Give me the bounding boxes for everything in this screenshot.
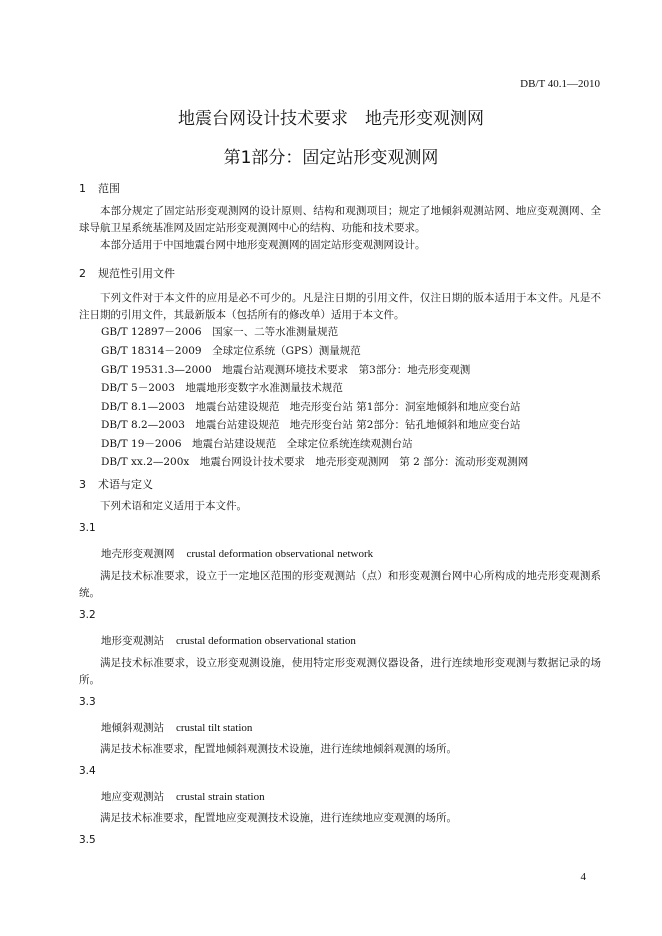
reference-item: GB/T 19531.3—2000 地震台站观测环境技术要求 第3部分：地壳形变观测 <box>101 364 471 376</box>
page-number: 4 <box>580 871 586 883</box>
term-number: 3.1 <box>79 522 96 534</box>
term-english: crustal deformation observational station <box>176 635 356 647</box>
term-heading <box>101 546 373 561</box>
part-title: 第1部分：固定站形变观测网 <box>223 148 439 168</box>
section-3-intro: 下列术语和定义适用于本文件。 <box>100 500 247 512</box>
reference-item: GB/T 12897－2006 国家一、二等水准测量规范 <box>101 326 339 338</box>
term-english: crustal deformation observational network <box>186 548 374 560</box>
term-definition: 满足技术标准要求，设立于一定地区范围的形变观测站（点）和形变观测台网中心所构成的地壳形变观测系统。 <box>79 570 601 599</box>
reference-item: DB/T 19－2006 地震台站建设规范 全球定位系统连续观测台站 <box>101 438 413 450</box>
term-chinese: 地应变观测站 <box>101 791 164 803</box>
term-heading <box>101 720 252 735</box>
reference-item: DB/T xx.2—200x 地震台网设计技术要求 地壳形变观测网 第 2 部分：流动形变观测网 <box>101 456 529 468</box>
term-number: 3.4 <box>79 765 96 777</box>
reference-item: DB/T 8.2—2003 地震台站建设规范 地壳形变台站 第2部分：钻孔地倾斜和地应变台站 <box>101 419 521 431</box>
section-number: 2 <box>79 267 86 280</box>
section-3-heading <box>79 476 153 492</box>
section-title: 规范性引用文件 <box>98 267 175 280</box>
term-number: 3.2 <box>79 609 96 621</box>
term-definition: 满足技术标准要求，设立形变观测设施，使用特定形变观测仪器设备，进行连续地形变观测与数据记录的场所。 <box>79 657 601 686</box>
section-1-heading <box>79 180 120 196</box>
section-2-heading <box>79 265 175 281</box>
section-title: 术语与定义 <box>98 478 153 491</box>
document-title: 地震台网设计技术要求 地壳形变观测网 <box>178 109 484 129</box>
term-heading <box>101 633 356 648</box>
standard-code: DB/T 40.1—2010 <box>520 78 600 90</box>
section-2-intro: 下列文件对于本文件的应用是必不可少的。凡是注日期的引用文件，仅注日期的版本适用于本文件。凡是不注日期的引用文件，其最新版本（包括所有的修改单）适用于本文件。 <box>79 292 601 321</box>
term-number: 3.5 <box>79 834 96 846</box>
section-number: 3 <box>79 478 86 491</box>
reference-item: DB/T 5－2003 地震地形变数字水准测量技术规范 <box>101 382 343 394</box>
section-number: 1 <box>79 182 86 195</box>
term-definition: 满足技术标准要求，配置地倾斜观测技术设施，进行连续地倾斜观测的场所。 <box>100 743 457 755</box>
term-heading <box>101 789 265 804</box>
term-number: 3.3 <box>79 696 96 708</box>
term-chinese: 地壳形变观测网 <box>101 548 175 560</box>
term-definition: 满足技术标准要求，配置地应变观测技术设施，进行连续地应变观测的场所。 <box>100 812 457 824</box>
section-1-paragraph-2: 本部分适用于中国地震台网中地形变观测网的固定站形变观测网设计。 <box>100 239 426 251</box>
section-title: 范围 <box>98 182 120 195</box>
term-english: crustal strain station <box>176 791 265 803</box>
reference-item: GB/T 18314－2009 全球定位系统（GPS）测量规范 <box>101 345 361 357</box>
term-chinese: 地倾斜观测站 <box>101 722 164 734</box>
term-english: crustal tilt station <box>176 722 253 734</box>
reference-item: DB/T 8.1—2003 地震台站建设规范 地壳形变台站 第1部分：洞室地倾斜和地应变台站 <box>101 401 521 413</box>
section-1-paragraph-1: 本部分规定了固定站形变观测网的设计原则、结构和观测项目；规定了地倾斜观测站网、地应变观测网、全球导航卫星系统基准网及固定站形变观测网中心的结构、功能和技术要求。 <box>79 205 601 234</box>
term-chinese: 地形变观测站 <box>101 635 164 647</box>
